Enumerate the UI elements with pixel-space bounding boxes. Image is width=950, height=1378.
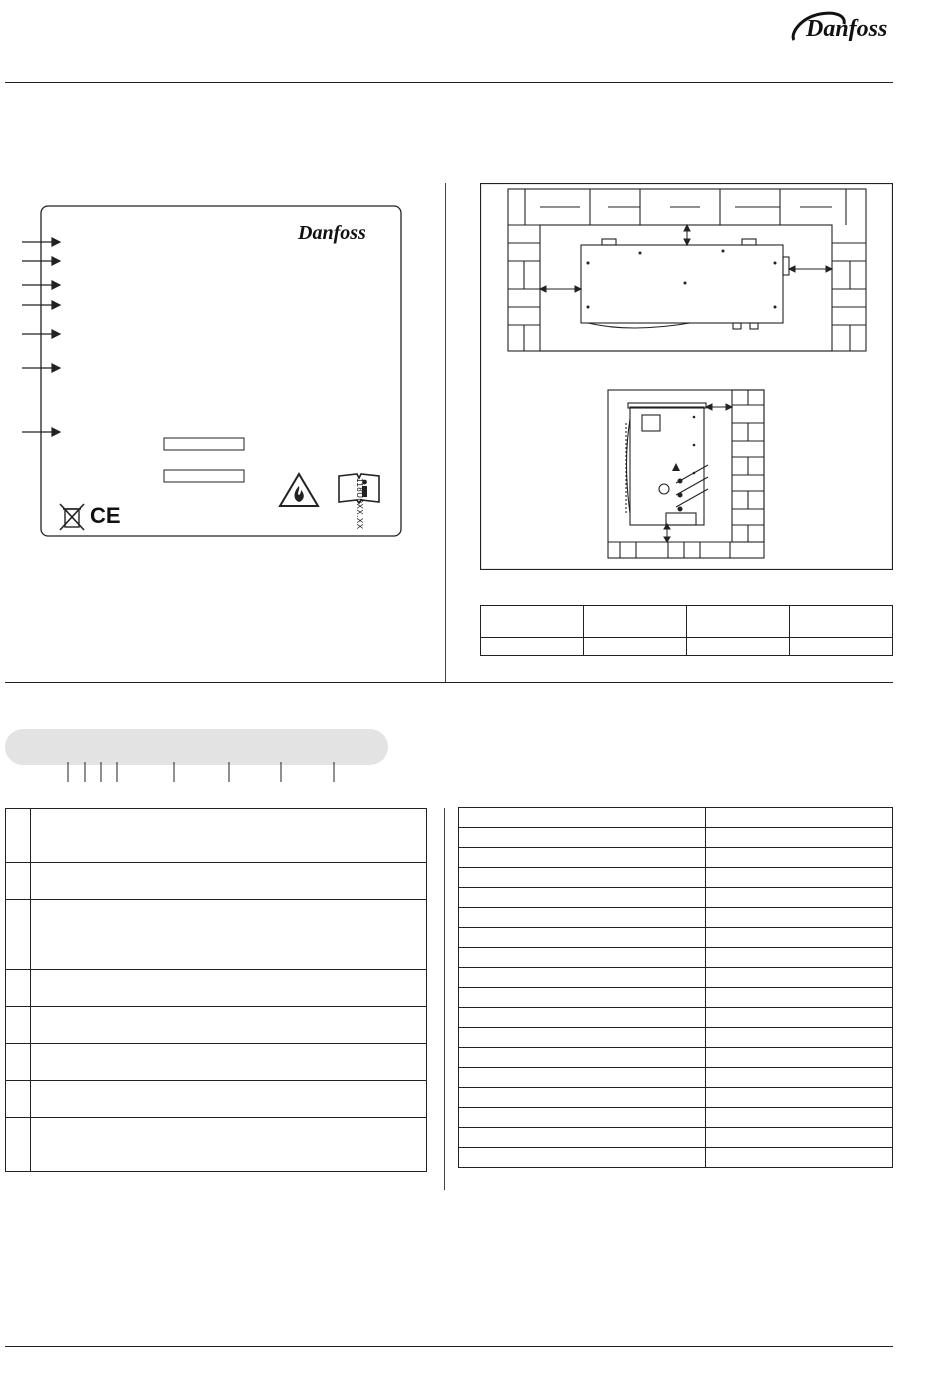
table-cell <box>6 1044 31 1081</box>
table-cell <box>687 606 790 638</box>
nameplate-code: 118U0XX.XX <box>355 478 364 530</box>
table-cell <box>790 638 893 656</box>
table-cell <box>584 606 687 638</box>
table-cell <box>706 1068 893 1088</box>
table-cell <box>6 970 31 1007</box>
code-ticks <box>60 762 350 784</box>
ce-mark-icon: CE <box>90 503 121 528</box>
table-cell <box>706 988 893 1008</box>
table-cell <box>6 1081 31 1118</box>
table-cell <box>459 848 706 868</box>
nameplate-logo: Danfoss <box>298 222 366 244</box>
table-cell <box>706 948 893 968</box>
table-cell <box>31 1044 427 1081</box>
table-cell <box>706 1048 893 1068</box>
table-cell <box>706 1008 893 1028</box>
table-cell <box>31 809 427 863</box>
lower-divider <box>444 808 445 1190</box>
table-cell <box>706 828 893 848</box>
svg-text:Danfoss: Danfoss <box>806 16 888 42</box>
table-cell <box>459 868 706 888</box>
weee-bin-icon <box>58 502 86 532</box>
table-cell <box>31 863 427 900</box>
table-cell <box>6 809 31 863</box>
table-cell <box>706 1128 893 1148</box>
table-cell <box>31 970 427 1007</box>
table-cell <box>706 888 893 908</box>
table-cell <box>459 968 706 988</box>
spec-table <box>458 807 893 1168</box>
table-cell <box>706 848 893 868</box>
table-cell <box>706 1108 893 1128</box>
legend-table <box>5 808 427 1172</box>
table-cell <box>459 888 706 908</box>
table-cell <box>6 1007 31 1044</box>
table-cell <box>706 908 893 928</box>
table-cell <box>459 908 706 928</box>
section-divider <box>445 183 446 683</box>
table-cell <box>459 1088 706 1108</box>
table-cell <box>31 1081 427 1118</box>
brand-logo <box>786 4 898 48</box>
table-cell <box>459 988 706 1008</box>
footer-rule <box>5 1346 893 1347</box>
header-rule <box>5 82 893 83</box>
danfoss-logo-icon <box>786 4 898 48</box>
table-cell <box>459 948 706 968</box>
clearance-table <box>480 605 893 656</box>
table-cell <box>481 638 584 656</box>
table-cell <box>31 1007 427 1044</box>
table-cell <box>459 1048 706 1068</box>
code-designation-bar <box>5 729 388 765</box>
table-cell <box>459 1108 706 1128</box>
table-cell <box>459 808 706 828</box>
table-cell <box>459 1028 706 1048</box>
table-cell <box>31 900 427 970</box>
table-cell <box>6 900 31 970</box>
table-cell <box>6 1118 31 1172</box>
table-cell <box>459 1128 706 1148</box>
table-cell <box>706 1088 893 1108</box>
table-cell <box>706 1028 893 1048</box>
table-cell <box>687 638 790 656</box>
table-cell <box>706 968 893 988</box>
table-cell <box>706 868 893 888</box>
table-cell <box>459 828 706 848</box>
table-cell <box>481 606 584 638</box>
table-cell <box>706 1148 893 1168</box>
clearance-figure <box>480 183 893 570</box>
table-cell <box>6 863 31 900</box>
table-cell <box>31 1118 427 1172</box>
table-cell <box>706 808 893 828</box>
table-cell <box>459 928 706 948</box>
table-cell <box>584 638 687 656</box>
table-cell <box>459 1008 706 1028</box>
table-cell <box>459 1148 706 1168</box>
table-cell <box>790 606 893 638</box>
table-cell <box>459 1068 706 1088</box>
flammable-warning-icon <box>278 472 320 508</box>
table-cell <box>706 928 893 948</box>
section-rule <box>5 682 893 683</box>
